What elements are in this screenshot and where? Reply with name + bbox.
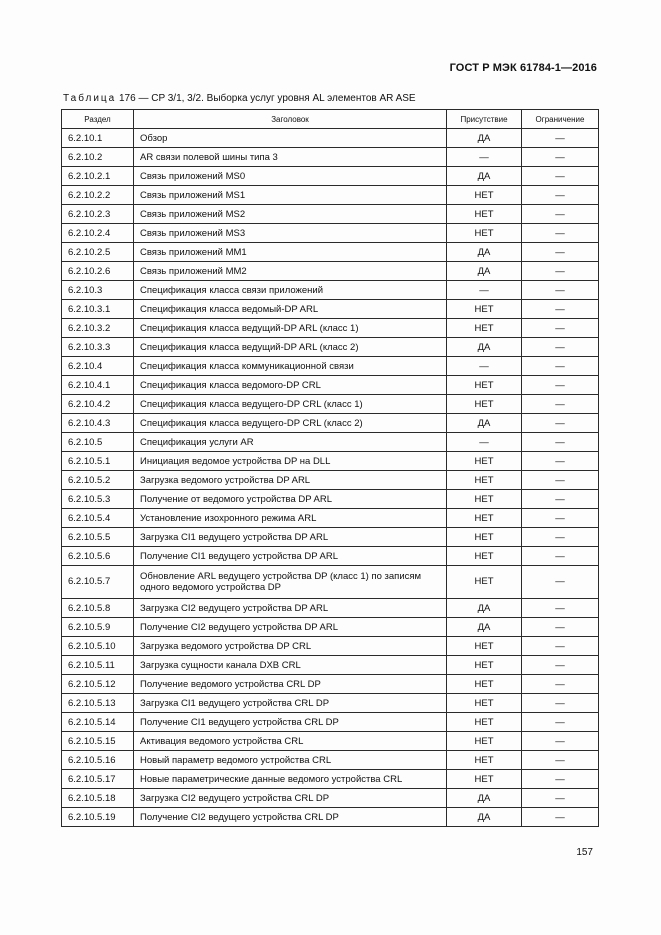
cell-title: Получение CI1 ведущего устройства DP ARL: [134, 547, 447, 566]
cell-section: 6.2.10.2.4: [62, 224, 134, 243]
column-header-section: Раздел: [62, 110, 134, 129]
cell-title: Загрузка ведомого устройства DP CRL: [134, 637, 447, 656]
cell-presence: НЕТ: [447, 224, 522, 243]
table-row: [62, 732, 599, 751]
table-row: [62, 357, 599, 376]
cell-title: Загрузка CI1 ведущего устройства CRL DP: [134, 694, 447, 713]
table-row: [62, 300, 599, 319]
cell-presence: НЕТ: [447, 637, 522, 656]
cell-title: Связь приложений MM1: [134, 243, 447, 262]
cell-presence: НЕТ: [447, 675, 522, 694]
table-row: [62, 528, 599, 547]
cell-constraint: —: [522, 395, 599, 414]
standard-header: ГОСТ Р МЭК 61784-1—2016: [449, 62, 597, 74]
column-header-presence: Присутствие: [447, 110, 522, 129]
cell-section: 6.2.10.5.13: [62, 694, 134, 713]
cell-title: Загрузка CI2 ведущего устройства DP ARL: [134, 599, 447, 618]
cell-section: 6.2.10.4.2: [62, 395, 134, 414]
cell-constraint: —: [522, 713, 599, 732]
cell-section: 6.2.10.5.7: [62, 566, 134, 599]
cell-constraint: —: [522, 243, 599, 262]
cell-presence: НЕТ: [447, 205, 522, 224]
cell-constraint: —: [522, 471, 599, 490]
cell-constraint: —: [522, 490, 599, 509]
cell-constraint: —: [522, 528, 599, 547]
cell-constraint: —: [522, 148, 599, 167]
cell-constraint: —: [522, 262, 599, 281]
cell-presence: НЕТ: [447, 656, 522, 675]
cell-presence: —: [447, 281, 522, 300]
cell-section: 6.2.10.3.2: [62, 319, 134, 338]
cell-section: 6.2.10.5.9: [62, 618, 134, 637]
cell-constraint: —: [522, 751, 599, 770]
table-caption: [63, 93, 416, 104]
cell-section: 6.2.10.5.18: [62, 789, 134, 808]
table-row: [62, 452, 599, 471]
table-row: [62, 243, 599, 262]
cell-title: Загрузка CI2 ведущего устройства CRL DP: [134, 789, 447, 808]
cell-presence: НЕТ: [447, 713, 522, 732]
cell-title: Спецификация класса ведомый-DP ARL: [134, 300, 447, 319]
cell-title: Новые параметрические данные ведомого устройства CRL: [134, 770, 447, 789]
table-row: [62, 599, 599, 618]
cell-title: Новый параметр ведомого устройства CRL: [134, 751, 447, 770]
cell-section: 6.2.10.3: [62, 281, 134, 300]
column-header-title: Заголовок: [134, 110, 447, 129]
table-row: [62, 808, 599, 827]
cell-constraint: —: [522, 205, 599, 224]
cell-title: Получение CI2 ведущего устройства DP ARL: [134, 618, 447, 637]
cell-presence: ДА: [447, 789, 522, 808]
table-row: [62, 186, 599, 205]
cell-section: 6.2.10.2.3: [62, 205, 134, 224]
table-row: [62, 675, 599, 694]
cell-constraint: —: [522, 452, 599, 471]
cell-section: 6.2.10.4.1: [62, 376, 134, 395]
cell-constraint: —: [522, 694, 599, 713]
cell-title: Спецификация услуги AR: [134, 433, 447, 452]
cell-title: Связь приложений MM2: [134, 262, 447, 281]
cell-section: 6.2.10.5.15: [62, 732, 134, 751]
table-row: [62, 205, 599, 224]
page-number: 157: [576, 847, 593, 858]
table-row: [62, 319, 599, 338]
cell-title: Активация ведомого устройства CRL: [134, 732, 447, 751]
cell-presence: НЕТ: [447, 770, 522, 789]
cell-constraint: —: [522, 509, 599, 528]
cell-presence: ДА: [447, 129, 522, 148]
cell-presence: ДА: [447, 338, 522, 357]
table-row: [62, 637, 599, 656]
cell-constraint: —: [522, 433, 599, 452]
cell-section: 6.2.10.2.6: [62, 262, 134, 281]
table-row: [62, 224, 599, 243]
table-row: [62, 566, 599, 599]
cell-presence: —: [447, 148, 522, 167]
table-row: [62, 281, 599, 300]
cell-section: 6.2.10.3.3: [62, 338, 134, 357]
cell-constraint: —: [522, 599, 599, 618]
cell-title: Инициация ведомое устройства DP на DLL: [134, 452, 447, 471]
services-table: [61, 109, 599, 827]
cell-title: Спецификация класса коммуникационной связи: [134, 357, 447, 376]
cell-title: Связь приложений MS3: [134, 224, 447, 243]
cell-presence: ДА: [447, 243, 522, 262]
cell-section: 6.2.10.5.10: [62, 637, 134, 656]
table-row: [62, 129, 599, 148]
cell-presence: НЕТ: [447, 300, 522, 319]
cell-title: Загрузка сущности канала DXB CRL: [134, 656, 447, 675]
cell-section: 6.2.10.5.14: [62, 713, 134, 732]
table-row: [62, 713, 599, 732]
cell-section: 6.2.10.1: [62, 129, 134, 148]
cell-title: Загрузка ведомого устройства DP ARL: [134, 471, 447, 490]
column-header-constraint: Ограничение: [522, 110, 599, 129]
cell-constraint: —: [522, 414, 599, 433]
cell-presence: НЕТ: [447, 471, 522, 490]
cell-title: Обзор: [134, 129, 447, 148]
cell-constraint: —: [522, 167, 599, 186]
cell-presence: НЕТ: [447, 319, 522, 338]
cell-constraint: —: [522, 338, 599, 357]
cell-section: 6.2.10.2.5: [62, 243, 134, 262]
table-row: [62, 376, 599, 395]
cell-section: 6.2.10.5.3: [62, 490, 134, 509]
table-row: [62, 471, 599, 490]
cell-presence: ДА: [447, 618, 522, 637]
cell-presence: НЕТ: [447, 452, 522, 471]
cell-presence: ДА: [447, 599, 522, 618]
cell-section: 6.2.10.5.12: [62, 675, 134, 694]
cell-title: Установление изохронного режима ARL: [134, 509, 447, 528]
cell-title: Спецификация класса связи приложений: [134, 281, 447, 300]
cell-title: Получение ведомого устройства CRL DP: [134, 675, 447, 694]
cell-title: Связь приложений MS1: [134, 186, 447, 205]
cell-presence: НЕТ: [447, 694, 522, 713]
cell-presence: ДА: [447, 262, 522, 281]
cell-section: 6.2.10.5.5: [62, 528, 134, 547]
cell-section: 6.2.10.5: [62, 433, 134, 452]
cell-presence: НЕТ: [447, 566, 522, 599]
caption-text: 176 — CP 3/1, 3/2. Выборка услуг уровня AL элементов AR ASE: [116, 93, 416, 104]
cell-constraint: —: [522, 357, 599, 376]
cell-constraint: —: [522, 547, 599, 566]
cell-presence: НЕТ: [447, 490, 522, 509]
cell-presence: НЕТ: [447, 509, 522, 528]
cell-section: 6.2.10.5.4: [62, 509, 134, 528]
cell-presence: НЕТ: [447, 186, 522, 205]
cell-title: Загрузка CI1 ведущего устройства DP ARL: [134, 528, 447, 547]
cell-title: Спецификация класса ведущего-DP CRL (класс 2): [134, 414, 447, 433]
cell-section: 6.2.10.4.3: [62, 414, 134, 433]
cell-presence: НЕТ: [447, 395, 522, 414]
table-row: [62, 338, 599, 357]
cell-section: 6.2.10.5.2: [62, 471, 134, 490]
table-row: [62, 770, 599, 789]
table-row: [62, 167, 599, 186]
table-header-row: [62, 110, 599, 129]
table-row: [62, 547, 599, 566]
cell-title: AR связи полевой шины типа 3: [134, 148, 447, 167]
cell-constraint: —: [522, 224, 599, 243]
cell-section: 6.2.10.5.8: [62, 599, 134, 618]
cell-title: Связь приложений MS2: [134, 205, 447, 224]
cell-title: Получение CI2 ведущего устройства CRL DP: [134, 808, 447, 827]
cell-title: Спецификация класса ведущего-DP CRL (класс 1): [134, 395, 447, 414]
cell-constraint: —: [522, 675, 599, 694]
cell-title: Связь приложений MS0: [134, 167, 447, 186]
cell-section: 6.2.10.5.6: [62, 547, 134, 566]
cell-presence: ДА: [447, 414, 522, 433]
cell-title: Получение от ведомого устройства DP ARL: [134, 490, 447, 509]
cell-section: 6.2.10.2.2: [62, 186, 134, 205]
cell-constraint: —: [522, 770, 599, 789]
cell-title: Спецификация класса ведомого-DP CRL: [134, 376, 447, 395]
cell-constraint: —: [522, 566, 599, 599]
cell-presence: ДА: [447, 167, 522, 186]
table-row: [62, 262, 599, 281]
cell-presence: ДА: [447, 808, 522, 827]
cell-title: Получение CI1 ведущего устройства CRL DP: [134, 713, 447, 732]
table-row: [62, 509, 599, 528]
table-row: [62, 490, 599, 509]
cell-constraint: —: [522, 319, 599, 338]
caption-label: Таблица: [63, 93, 117, 104]
cell-constraint: —: [522, 300, 599, 319]
cell-title: Спецификация класса ведущий-DP ARL (класс 1): [134, 319, 447, 338]
cell-section: 6.2.10.3.1: [62, 300, 134, 319]
cell-constraint: —: [522, 618, 599, 637]
cell-section: 6.2.10.5.16: [62, 751, 134, 770]
cell-presence: НЕТ: [447, 528, 522, 547]
cell-title: Обновление ARL ведущего устройства DP (класс 1) по записям одного ведомого устройства DP: [134, 566, 447, 599]
cell-presence: НЕТ: [447, 732, 522, 751]
cell-constraint: —: [522, 808, 599, 827]
table-row: [62, 751, 599, 770]
cell-presence: НЕТ: [447, 547, 522, 566]
cell-constraint: —: [522, 281, 599, 300]
cell-section: 6.2.10.4: [62, 357, 134, 376]
table-row: [62, 656, 599, 675]
table-body: [62, 129, 599, 827]
table-row: [62, 414, 599, 433]
cell-presence: —: [447, 433, 522, 452]
cell-constraint: —: [522, 789, 599, 808]
cell-constraint: —: [522, 376, 599, 395]
cell-constraint: —: [522, 656, 599, 675]
cell-constraint: —: [522, 637, 599, 656]
cell-section: 6.2.10.5.17: [62, 770, 134, 789]
cell-constraint: —: [522, 186, 599, 205]
cell-constraint: —: [522, 732, 599, 751]
cell-section: 6.2.10.5.19: [62, 808, 134, 827]
cell-presence: НЕТ: [447, 376, 522, 395]
cell-constraint: —: [522, 129, 599, 148]
cell-presence: НЕТ: [447, 751, 522, 770]
cell-title: Спецификация класса ведущий-DP ARL (класс 2): [134, 338, 447, 357]
table-row: [62, 694, 599, 713]
cell-presence: —: [447, 357, 522, 376]
table-row: [62, 148, 599, 167]
cell-section: 6.2.10.2.1: [62, 167, 134, 186]
cell-section: 6.2.10.5.11: [62, 656, 134, 675]
table-row: [62, 433, 599, 452]
table-row: [62, 395, 599, 414]
cell-section: 6.2.10.2: [62, 148, 134, 167]
table-row: [62, 789, 599, 808]
cell-section: 6.2.10.5.1: [62, 452, 134, 471]
table-row: [62, 618, 599, 637]
